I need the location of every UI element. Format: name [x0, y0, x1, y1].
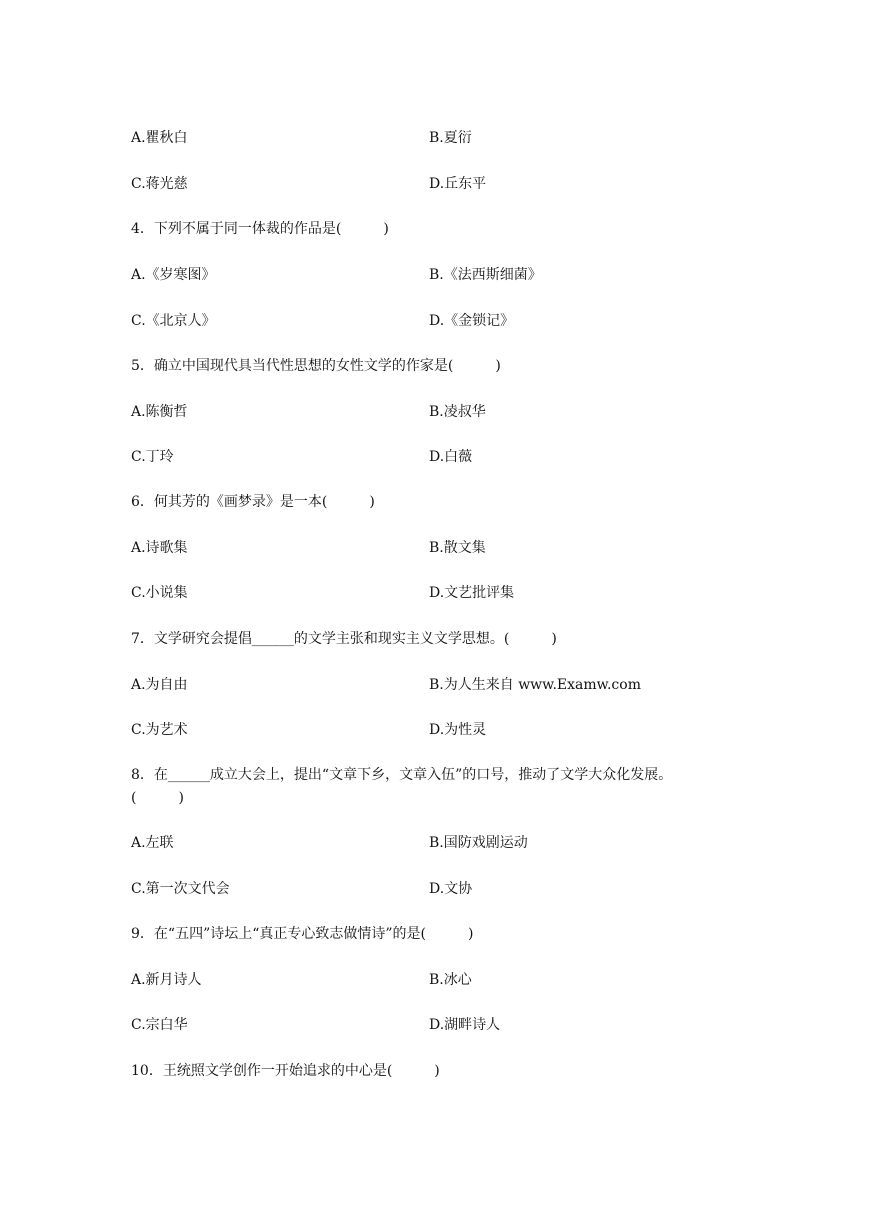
- q4-option-c: C.《北京人》: [131, 313, 216, 329]
- q9-option-a: A.新月诗人: [131, 972, 202, 988]
- q9-option-b: B.冰心: [429, 972, 472, 988]
- q3-option-c: C.蒋光慈: [131, 176, 188, 192]
- q8-option-d: D.文协: [429, 881, 473, 897]
- q7-option-c: C.为艺术: [131, 722, 188, 738]
- q6-option-a: A.诗歌集: [131, 540, 188, 556]
- q5-stem: 5．确立中国现代具当代性思想的女性文学的作家是( ): [131, 358, 501, 374]
- q5-option-a: A.陈衡哲: [131, 404, 188, 420]
- q7-option-a: A.为自由: [131, 677, 188, 693]
- q7-stem: 7．文学研究会提倡______的文学主张和现实主义文学思想。( ): [131, 631, 557, 647]
- q8-option-a: A.左联: [131, 835, 174, 851]
- q7-option-b: B.为人生来自 www.Examw.com: [429, 677, 641, 693]
- q3-option-d: D.丘东平: [429, 176, 487, 192]
- q8-stem-line1: 8．在______成立大会上，提出“文章下乡，文章入伍”的口号，推动了文学大众化发展。: [131, 767, 673, 783]
- q6-option-c: C.小说集: [131, 585, 188, 601]
- q5-option-d: D.白薇: [429, 449, 473, 465]
- q5-option-c: C.丁玲: [131, 449, 174, 465]
- q6-option-d: D.文艺批评集: [429, 585, 515, 601]
- q9-option-d: D.湖畔诗人: [429, 1017, 501, 1033]
- q4-stem: 4．下列不属于同一体裁的作品是( ): [131, 221, 389, 237]
- q6-option-b: B.散文集: [429, 540, 486, 556]
- q8-stem-line2: ( ): [131, 790, 184, 806]
- q3-option-a: A.瞿秋白: [131, 130, 188, 146]
- q10-stem: 10．王统照文学创作一开始追求的中心是( ): [131, 1063, 440, 1079]
- q4-option-a: A.《岁寒图》: [131, 267, 216, 283]
- q9-option-c: C.宗白华: [131, 1017, 188, 1033]
- q4-option-b: B.《法西斯细菌》: [429, 267, 542, 283]
- q9-stem: 9．在“五四”诗坛上“真正专心致志做情诗”的是( ): [131, 926, 474, 942]
- q5-option-b: B.凌叔华: [429, 404, 486, 420]
- q4-option-d: D.《金锁记》: [429, 313, 515, 329]
- q8-option-c: C.第一次文代会: [131, 881, 230, 897]
- q3-option-b: B.夏衍: [429, 130, 472, 146]
- q8-option-b: B.国防戏剧运动: [429, 835, 528, 851]
- q7-option-d: D.为性灵: [429, 722, 487, 738]
- q6-stem: 6．何其芳的《画梦录》是一本( ): [131, 494, 375, 510]
